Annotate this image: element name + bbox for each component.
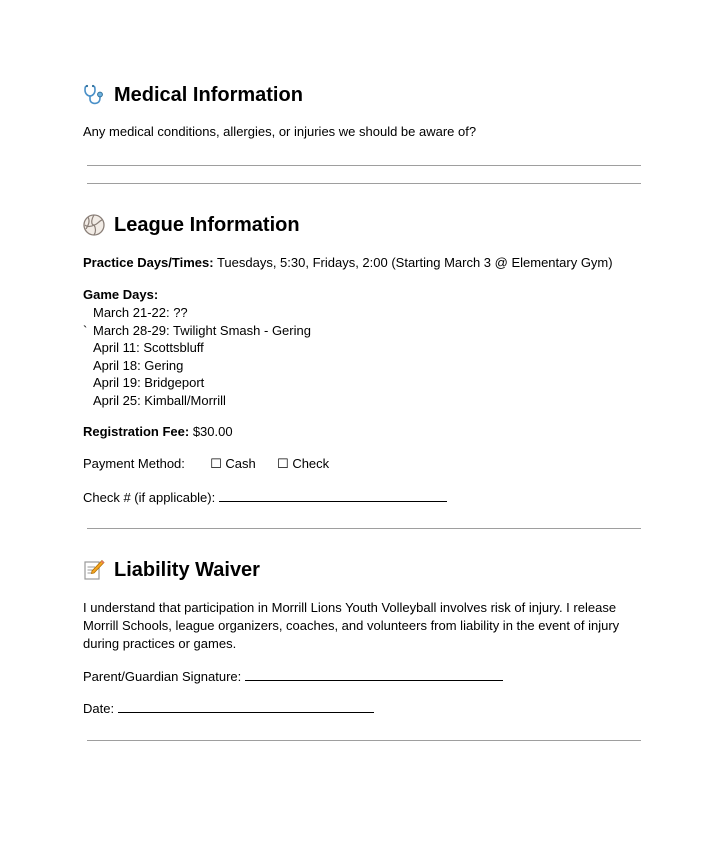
check-number-label: Check # (if applicable): xyxy=(83,490,216,505)
waiver-title: Liability Waiver xyxy=(114,558,260,581)
list-item: April 25: Kimball/Morrill xyxy=(93,392,226,408)
date-field[interactable] xyxy=(118,699,374,713)
game-days-label: Game Days: xyxy=(83,287,159,302)
list-item: March 21-22: ?? xyxy=(93,305,188,320)
medical-answer-line-2[interactable] xyxy=(87,183,641,184)
signature-label: Parent/Guardian Signature: xyxy=(83,669,242,684)
fee-label: Registration Fee: xyxy=(83,424,190,439)
league-title: League Information xyxy=(114,213,300,236)
waiver-heading xyxy=(82,558,260,582)
medical-question: Any medical conditions, allergies, or injuries we should be aware of? xyxy=(83,124,477,139)
practice-info xyxy=(83,255,613,270)
medical-heading xyxy=(82,83,303,107)
payment-check-checkbox[interactable]: ☐ Check xyxy=(277,456,330,471)
section-divider xyxy=(87,740,641,741)
practice-value: Tuesdays, 5:30, Fridays, 2:00 (Starting March 3 @ Elementary Gym) xyxy=(216,255,613,270)
signature-field[interactable] xyxy=(245,667,503,681)
fee-value: $30.00 xyxy=(192,424,233,439)
payment-label: Payment Method: xyxy=(83,456,185,471)
memo-pencil-icon xyxy=(82,558,106,582)
check-number-field[interactable] xyxy=(219,488,447,502)
section-divider xyxy=(87,528,641,529)
practice-label: Practice Days/Times: xyxy=(83,255,214,270)
medical-title: Medical Information xyxy=(114,83,303,106)
check-number-row xyxy=(83,488,447,505)
date-label: Date: xyxy=(83,701,115,716)
payment-method-row xyxy=(83,456,329,472)
list-item: ` March 28-29: Twilight Smash - Gering xyxy=(83,322,311,338)
date-row xyxy=(83,699,374,716)
league-heading xyxy=(82,213,300,237)
payment-cash-checkbox[interactable]: ☐ Cash xyxy=(210,456,256,471)
signature-row xyxy=(83,667,503,684)
checkbox-icon: ☐ xyxy=(277,456,289,471)
stethoscope-icon xyxy=(82,83,106,107)
game-days-list xyxy=(83,304,311,409)
list-item: April 19: Bridgeport xyxy=(93,375,205,390)
medical-answer-line-1[interactable] xyxy=(87,165,641,166)
waiver-text: I understand that participation in Morrill Lions Youth Volleyball involves risk of injury. I release Morrill Schools, league organizers, coaches, and volunteers from liability in the event of injury during practices or games. xyxy=(83,600,620,651)
registration-fee xyxy=(83,424,233,439)
list-item: April 18: Gering xyxy=(93,357,184,373)
checkbox-icon: ☐ xyxy=(210,456,222,471)
list-item: April 11: Scottsbluff xyxy=(93,340,204,355)
volleyball-icon xyxy=(82,213,106,237)
